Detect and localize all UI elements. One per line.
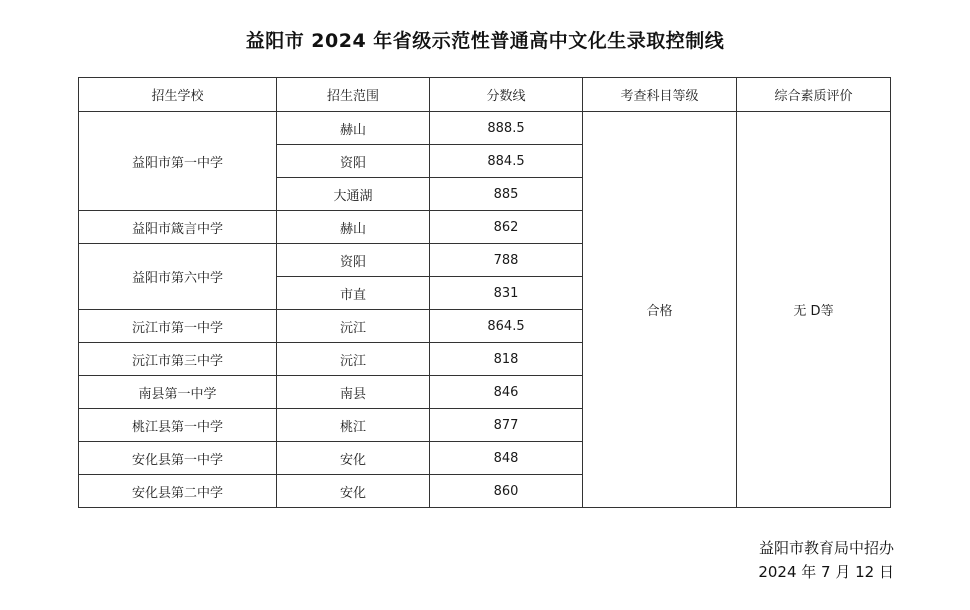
score-cell: 862 <box>430 211 583 244</box>
school-cell: 沅江市第三中学 <box>79 343 277 376</box>
school-cell: 益阳市第六中学 <box>79 244 277 310</box>
range-cell: 大通湖 <box>277 178 430 211</box>
score-cell: 831 <box>430 277 583 310</box>
issuer-name: 益阳市教育局中招办 <box>758 539 894 557</box>
header-school: 招生学校 <box>79 78 277 112</box>
score-cell: 885 <box>430 178 583 211</box>
range-cell: 赫山 <box>277 112 430 145</box>
range-cell: 沅江 <box>277 310 430 343</box>
range-cell: 赫山 <box>277 211 430 244</box>
exam-grade-cell: 合格 <box>583 112 737 508</box>
school-cell: 益阳市第一中学 <box>79 112 277 211</box>
score-cell: 888.5 <box>430 112 583 145</box>
school-cell: 南县第一中学 <box>79 376 277 409</box>
range-cell: 桃江 <box>277 409 430 442</box>
range-cell: 资阳 <box>277 145 430 178</box>
score-cell: 848 <box>430 442 583 475</box>
score-cell: 860 <box>430 475 583 508</box>
school-cell: 桃江县第一中学 <box>79 409 277 442</box>
range-cell: 沅江 <box>277 343 430 376</box>
page-title: 益阳市 2024 年省级示范性普通高中文化生录取控制线 <box>245 30 725 52</box>
table-header-row <box>79 78 891 112</box>
range-cell: 安化 <box>277 442 430 475</box>
issue-date: 2024 年 7 月 12 日 <box>758 563 894 581</box>
range-cell: 资阳 <box>277 244 430 277</box>
score-cell: 877 <box>430 409 583 442</box>
school-cell: 安化县第一中学 <box>79 442 277 475</box>
range-cell: 市直 <box>277 277 430 310</box>
document-footer <box>758 536 894 584</box>
school-cell: 沅江市第一中学 <box>79 310 277 343</box>
score-cell: 788 <box>430 244 583 277</box>
table-row <box>79 112 891 145</box>
header-quality-eval: 综合素质评价 <box>737 78 891 112</box>
school-cell: 益阳市箴言中学 <box>79 211 277 244</box>
school-cell: 安化县第二中学 <box>79 475 277 508</box>
header-exam-grade: 考查科目等级 <box>583 78 737 112</box>
score-cell: 818 <box>430 343 583 376</box>
range-cell: 南县 <box>277 376 430 409</box>
quality-eval-cell: 无 D等 <box>737 112 891 508</box>
range-cell: 安化 <box>277 475 430 508</box>
score-cell: 884.5 <box>430 145 583 178</box>
header-range: 招生范围 <box>277 78 430 112</box>
admission-score-table <box>78 77 891 508</box>
score-cell: 846 <box>430 376 583 409</box>
score-cell: 864.5 <box>430 310 583 343</box>
header-score: 分数线 <box>430 78 583 112</box>
